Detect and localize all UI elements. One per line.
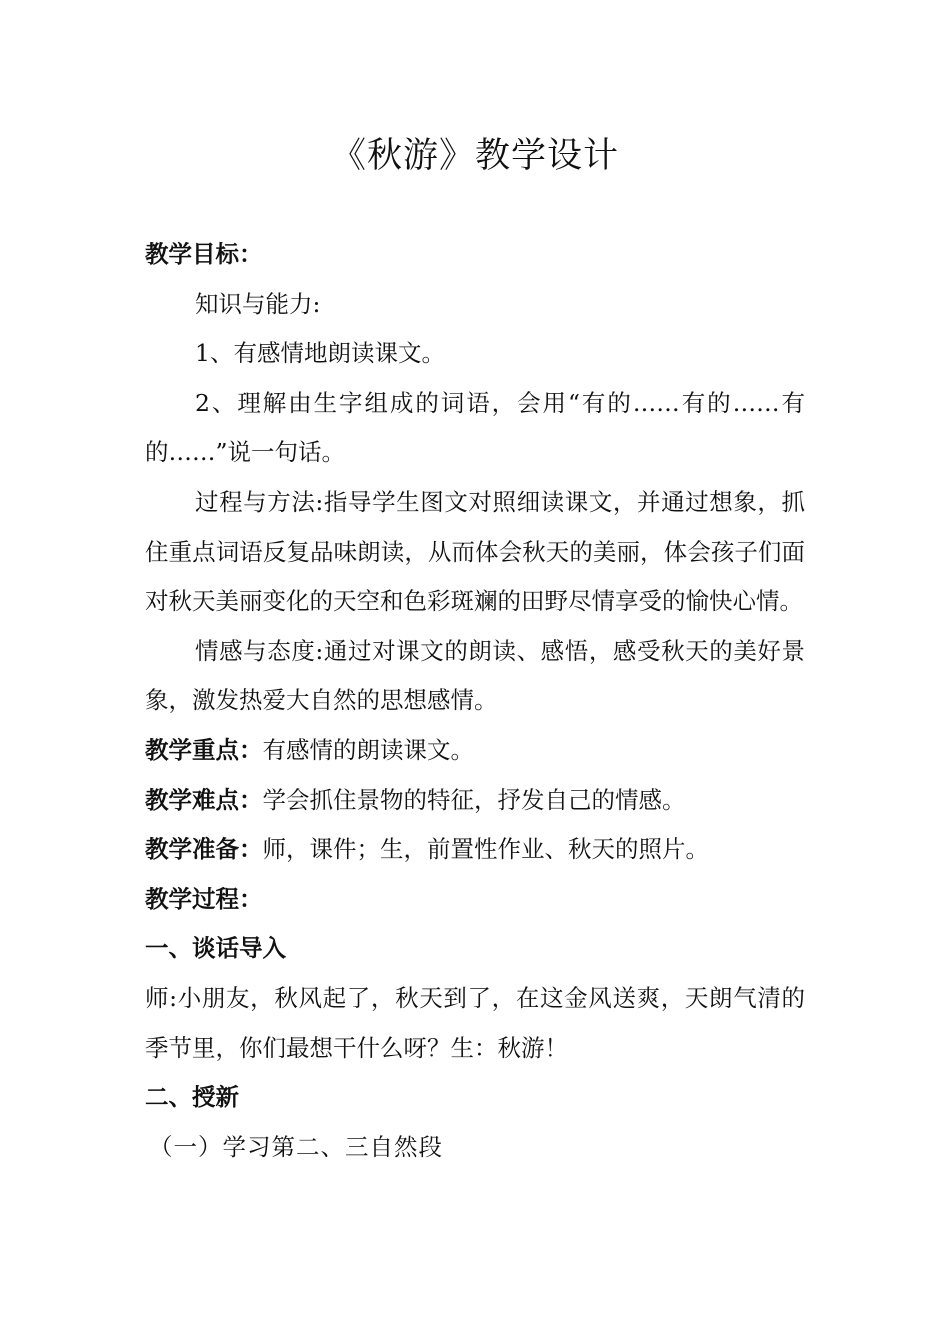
key-point-text: 有感情的朗读课文。 <box>262 735 474 764</box>
section-1-heading: 一、谈话导入 <box>145 934 286 963</box>
section-1-text: 师:小朋友，秋风起了，秋天到了，在这金风送爽，天朗气清的季节里，你们最想干什么呀？生：秋游！ <box>145 983 805 1062</box>
preparation-label: 教学准备： <box>145 835 263 864</box>
emotion-attitude-paragraph: 情感与态度:通过对课文的朗读、感悟，感受秋天的美好景象，激发热爱大自然的思想感情。 <box>145 636 805 715</box>
objective-item-2: 2、理解由生字组成的词语，会用“有的……有的……有的……”说一句话。 <box>145 388 805 467</box>
difficulty-label: 教学难点： <box>145 785 263 814</box>
process-method-paragraph: 过程与方法:指导学生图文对照细读课文，并通过想象，抓住重点词语反复品味朗读，从而体会秋天的美丽，体会孩子们面对秋天美丽变化的天空和色彩斑斓的田野尽情享受的愉快心情。 <box>145 487 805 616</box>
preparation-line <box>145 825 805 875</box>
key-point-line <box>145 726 805 776</box>
knowledge-label: 知识与能力: <box>195 289 321 318</box>
document-title: 《秋游》教学设计 <box>330 136 619 176</box>
preparation-text: 师，课件；生，前置性作业、秋天的照片。 <box>262 835 709 864</box>
key-point-label: 教学重点： <box>145 735 263 764</box>
document-body <box>145 230 805 1172</box>
section-2-heading: 二、授新 <box>145 1083 239 1112</box>
objectives-heading: 教学目标： <box>145 240 263 268</box>
difficulty-text: 学会抓住景物的特征，抒发自己的情感。 <box>262 785 686 814</box>
objective-item-1: 1、有感情地朗读课文。 <box>195 339 445 368</box>
section-2-subheading: （一）学习第二、三自然段 <box>149 1132 443 1161</box>
difficulty-line <box>145 776 805 826</box>
procedure-heading: 教学过程： <box>145 884 263 913</box>
